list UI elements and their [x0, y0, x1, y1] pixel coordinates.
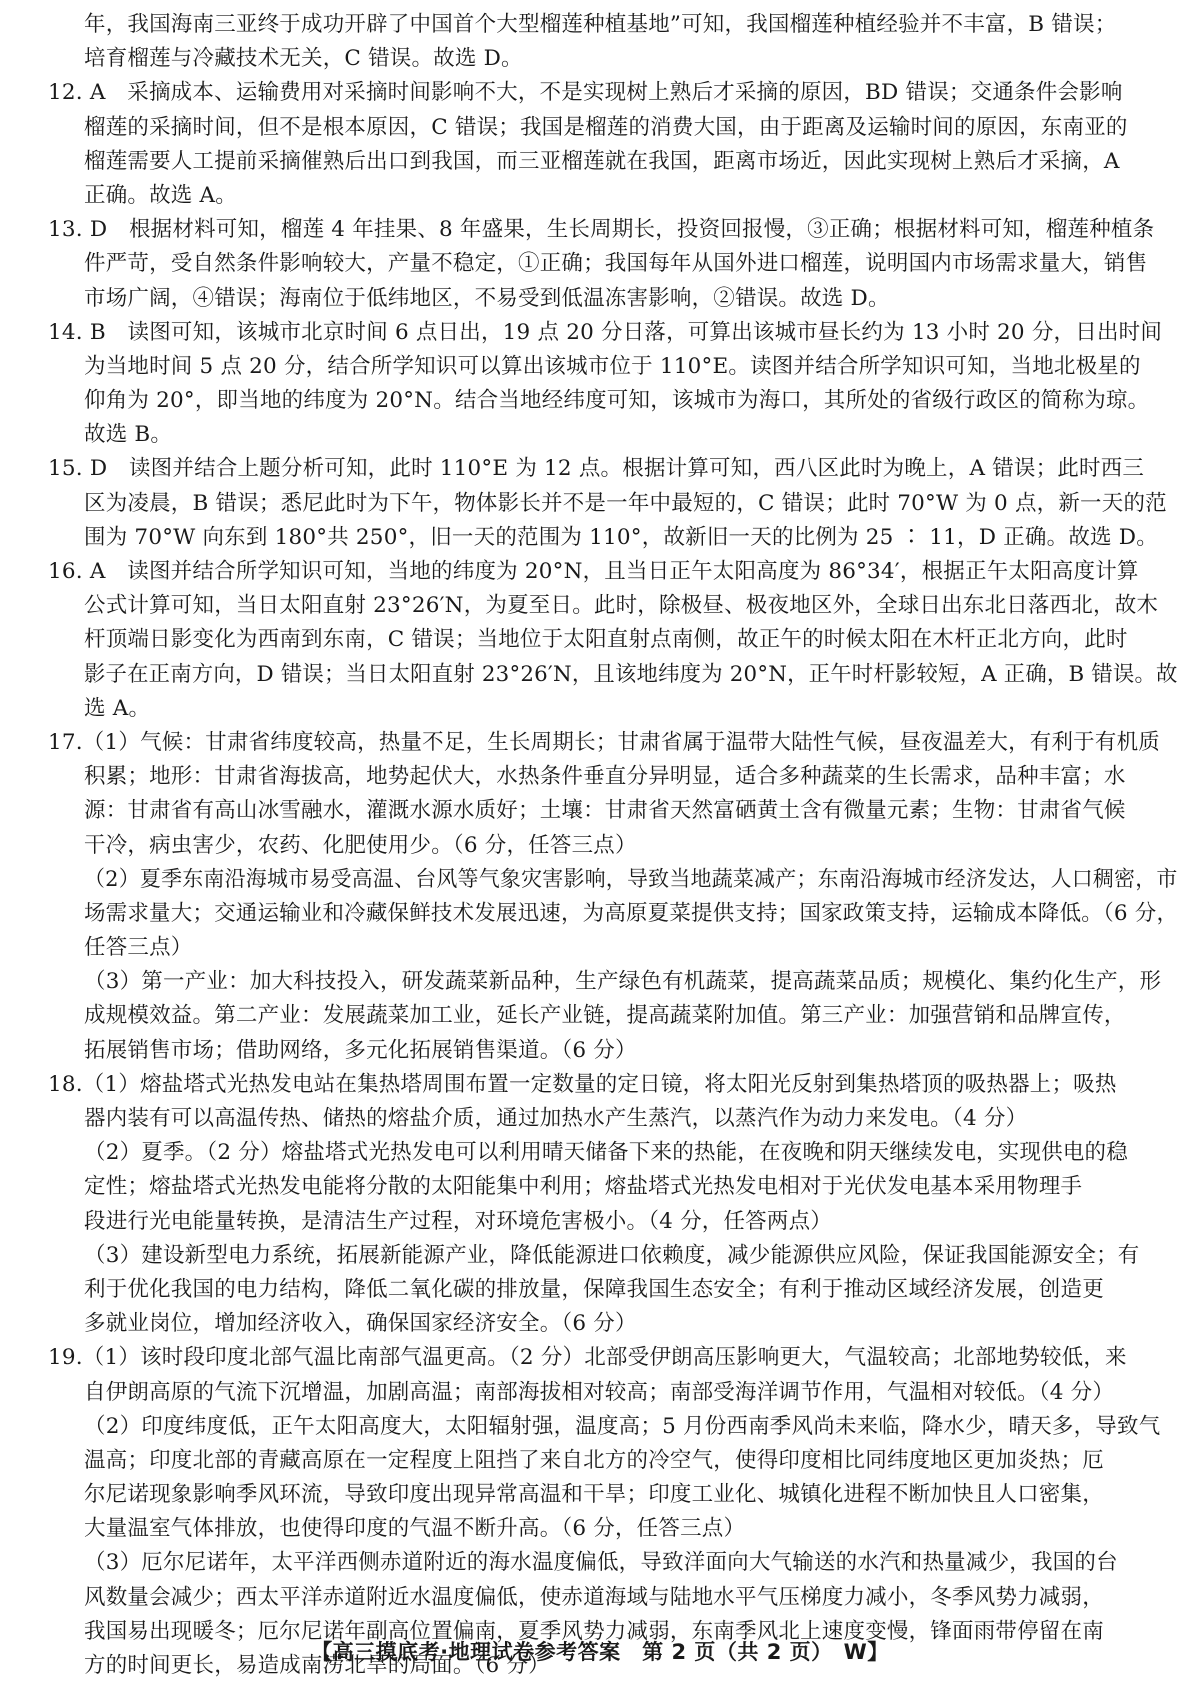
text-line: 13. D 根据材料可知，榴莲 4 年挂果、8 年盛果，生长周期长，投资回报慢，③正确；根据材料可知，榴莲种植条 [48, 217, 1155, 243]
text-line: 19.（1）该时段印度北部气温比南部气温更高。（2 分）北部受伊朗高压影响更大，气温较高；北部地势较低，来 [48, 1345, 1127, 1371]
text-line: 方的时间更长，易造成南涝北旱的局面。（6 分） [84, 1653, 550, 1678]
page-footer: 【高三摸底考·地理试卷参考答案 第 2 页（共 2 页） W】 [311, 1640, 889, 1664]
text-line: 仰角为 20°，即当地的纬度为 20°N。结合当地经纬度可知，该城市为海口，其所处的省级行政区的简称为琼。 [84, 388, 1150, 414]
text-line: 15. D 读图并结合上题分析可知，此时 110°E 为 12 点。根据计算可知，西八区此时为晚上，A 错误；此时西三 [48, 456, 1145, 482]
text-line: 故选 B。 [84, 422, 173, 448]
text-line: 场需求量大；交通运输业和冷藏保鲜技术发展迅速，为高原夏菜提供支持；国家政策支持，运输成本降低。（6 分， [84, 900, 1178, 926]
text-line: 14. B 读图可知，该城市北京时间 6 点日出，19 点 20 分日落，可算出该城市昼长约为 13 小时 20 分，日出时间 [48, 319, 1163, 345]
text-line: （2）夏季东南沿海城市易受高温、台风等气象灾害影响，导致当地蔬菜减产；东南沿海城市经济发达，人口稠密，市 [84, 866, 1178, 892]
text-line: 选 A。 [84, 695, 151, 721]
text-line: 17.（1）气候：甘肃省纬度较高，热量不足，生长周期长；甘肃省属于温带大陆性气候，昼夜温差大，有利于有机质 [48, 729, 1160, 755]
text-line: 正确。故选 A。 [84, 182, 237, 208]
text-line: 18.（1）熔盐塔式光热发电站在集热塔周围布置一定数量的定日镜，将太阳光反射到集热塔顶的吸热器上；吸热 [48, 1071, 1117, 1097]
text-line: 公式计算可知，当日太阳直射 23°26′N，为夏至日。此时，除极昼、极夜地区外，全球日出东北日落西北，故木 [84, 593, 1159, 619]
text-line: 积累；地形：甘肃省海拔高，地势起伏大，水热条件垂直分异明显，适合多种蔬菜的生长需求，品种丰富；水 [84, 764, 1126, 790]
text-line: 利于优化我国的电力结构，降低二氧化碳的排放量，保障我国生态安全；有利于推动区域经济发展，创造更 [84, 1276, 1104, 1302]
text-line: 16. A 读图并结合所学知识可知，当地的纬度为 20°N，且当日正午太阳高度为 86°34′，根据正午太阳高度计算 [48, 559, 1139, 584]
answer-text-body [48, 8, 1178, 1683]
text-line: （2）印度纬度低，正午太阳高度大，太阳辐射强，温度高；5 月份西南季风尚未来临，降水少，晴天多，导致气 [84, 1413, 1161, 1439]
text-line: 器内装有可以高温传热、储热的熔盐介质，通过加热水产生蒸汽，以蒸汽作为动力来发电。（4 分） [84, 1106, 1028, 1131]
text-line: 温高；印度北部的青藏高原在一定程度上阻挡了来自北方的冷空气，使得印度相比同纬度地区更加炎热；厄 [84, 1447, 1104, 1473]
text-line: 定性；熔盐塔式光热发电能将分散的太阳能集中利用；熔盐塔式光热发电相对于光伏发电基本采用物理手 [84, 1174, 1083, 1200]
text-line: 源：甘肃省有高山冰雪融水，灌溉水源水质好；土壤：甘肃省天然富硒黄土含有微量元素；生物：甘肃省气候 [84, 798, 1126, 824]
text-line: 榴莲的采摘时间，但不是根本原因，C 错误；我国是榴莲的消费大国，由于距离及运输时间的原因，东南亚的 [84, 114, 1128, 140]
text-line: 尔尼诺现象影响季风环流，导致印度出现异常高温和干旱；印度工业化、城镇化进程不断加快且人口密集， [84, 1482, 1104, 1508]
text-line: 成规模效益。第二产业：发展蔬菜加工业，延长产业链，提高蔬菜附加值。第三产业：加强营销和品牌宣传， [84, 1003, 1126, 1029]
text-line: 培育榴莲与冷藏技术无关，C 错误。故选 D。 [84, 46, 523, 72]
text-line: 年，我国海南三亚终于成功开辟了中国首个大型榴莲种植基地”可知，我国榴莲种植经验并不丰富，B 错误； [84, 12, 1117, 37]
text-line: （2）夏季。（2 分）熔盐塔式光热发电可以利用晴天储备下来的热能，在夜晚和阴天继续发电，实现供电的稳 [84, 1140, 1128, 1166]
text-line: 我国易出现暖冬；厄尔尼诺年副高位置偏南，夏季风势力减弱，东南季风北上速度变慢，锋面雨带停留在南 [84, 1618, 1104, 1644]
text-line: 围为 70°W 向东到 180°共 250°，旧一天的范围为 110°，故新旧一天的比例为 25 ∶ 11，D 正确。故选 D。 [84, 524, 1158, 550]
text-line: 大量温室气体排放，也使得印度的气温不断升高。（6 分，任答三点） [84, 1516, 746, 1542]
text-line: 榴莲需要人工提前采摘催熟后出口到我国，而三亚榴莲就在我国，距离市场近，因此实现树上熟后才采摘，A [84, 148, 1120, 174]
text-line: 件严苛，受自然条件影响较大，产量不稳定，①正确；我国每年从国外进口榴莲，说明国内市场需求量大，销售 [84, 251, 1148, 277]
text-line: 拓展销售市场；借助网络，多元化拓展销售渠道。（6 分） [84, 1037, 637, 1063]
text-line: 区为凌晨，B 错误；悉尼此时为下午，物体影长并不是一年中最短的，C 错误；此时 70°W 为 0 点，新一天的范 [84, 490, 1167, 516]
text-line: 干冷，病虫害少，农药、化肥使用少。（6 分，任答三点） [84, 832, 637, 858]
text-line: 自伊朗高原的气流下沉增温，加剧高温；南部海拔相对较高；南部受海洋调节作用，气温相对较低。（4 分） [84, 1379, 1115, 1405]
text-line: 市场广阔，④错误；海南位于低纬地区，不易受到低温冻害影响，②错误。故选 D。 [84, 285, 890, 311]
text-line: （3）厄尔尼诺年，太平洋西侧赤道附近的海水温度偏低，导致洋面向大气输送的水汽和热量减少，我国的台 [84, 1550, 1118, 1576]
text-line: 段进行光电能量转换，是清洁生产过程，对环境危害极小。（4 分，任答两点） [84, 1208, 832, 1234]
text-line: 任答三点） [84, 935, 193, 961]
text-line: 12. A 采摘成本、运输费用对采摘时间影响不大，不是实现树上熟后才采摘的原因，BD 错误；交通条件会影响 [48, 80, 1123, 106]
text-line: 杆顶端日影变化为西南到东南，C 错误；当地位于太阳直射点南侧，故正午的时候太阳在木杆正北方向，此时 [84, 627, 1128, 653]
text-line: 多就业岗位，增加经济收入，确保国家经济安全。（6 分） [84, 1311, 637, 1337]
text-line: 影子在正南方向，D 错误；当日太阳直射 23°26′N，且该地纬度为 20°N，正午时杆影较短，A 正确，B 错误。故 [84, 661, 1178, 687]
text-line: 风数量会减少；西太平洋赤道附近水温度偏低，使赤道海域与陆地水平气压梯度力减小，冬季风势力减弱， [84, 1584, 1104, 1610]
text-line: （3）第一产业：加大科技投入，研发蔬菜新品种，生产绿色有机蔬菜，提高蔬菜品质；规模化、集约化生产，形 [84, 969, 1162, 995]
text-line: （3）建设新型电力系统，拓展新能源产业，降低能源进口依赖度，减少能源供应风险，保证我国能源安全；有 [84, 1242, 1140, 1268]
answer-page [48, 8, 1178, 1683]
text-line: 为当地时间 5 点 20 分，结合所学知识可以算出该城市位于 110°E。读图并结合所学知识可知，当地北极星的 [84, 353, 1141, 379]
